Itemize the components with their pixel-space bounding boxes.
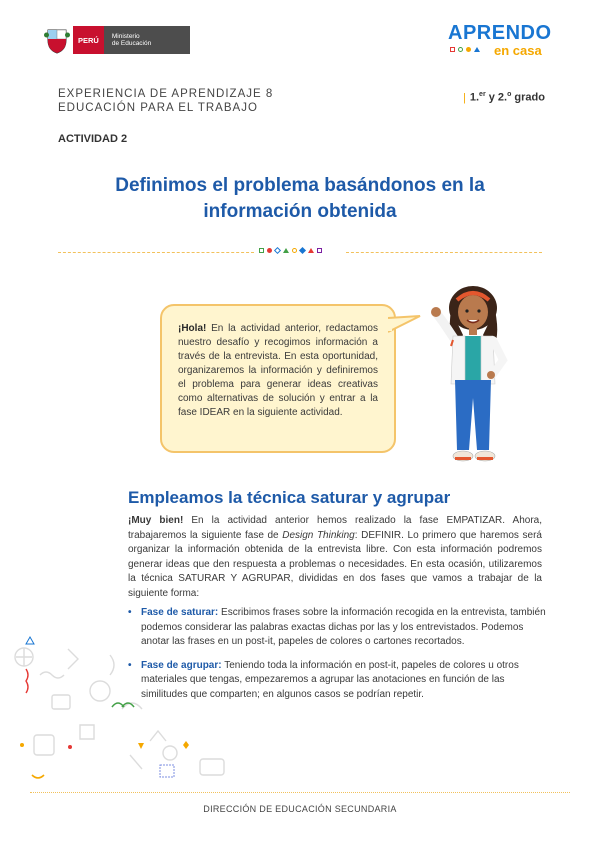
brand-sub: en casa	[494, 43, 542, 58]
ministry-line2: de Educación	[111, 40, 152, 47]
bubble-text	[178, 322, 378, 420]
bullet-text: Escribimos frases sobre la información recogida en la entrevista, también podemos considerar las palabras exactas dichas por las y los entrevistados. Podemos anotar las frases en un post-it, papeles de colores o cartones recortados.	[141, 607, 546, 648]
bullet-icon: •	[128, 607, 132, 618]
grade-label	[463, 91, 545, 104]
grade-first: 1.	[469, 91, 480, 104]
student-girl-illustration	[425, 280, 525, 470]
subject-title: EDUCACIÓN PARA EL TRABAJO	[58, 102, 258, 114]
intro-bold: ¡Muy bien!	[128, 515, 184, 526]
divider-left	[58, 252, 254, 253]
grade-divider: |	[463, 91, 466, 104]
grade-first-sup: er	[479, 91, 486, 98]
ministry-label	[104, 26, 190, 54]
bullet-icon: •	[128, 659, 132, 671]
footer-text: DIRECCIÓN DE EDUCACIÓN SECUNDARIA	[203, 804, 397, 814]
intro-part2: : DEFINIR. Lo primero que haremos será organizar la información obtenida de la entrevista libre. Con esta información podremos generar ideas que den respuesta a problemas o necesidades. En esta ocasión, utilizaremos la técnica SATURAR Y AGRUPAR, divididas en dos fases que vamos a trabajar de la siguiente forma:	[128, 529, 542, 599]
brand-shapes-icon	[450, 47, 480, 52]
bullet-term: Fase de agrupar:	[141, 659, 222, 671]
ministry-logo	[44, 26, 190, 54]
grade-mid: y 2.	[485, 91, 508, 104]
peru-shield-icon	[44, 26, 70, 54]
page-title: Definimos el problema basándonos en la información obtenida	[115, 175, 485, 222]
grade-end: grado	[511, 91, 545, 104]
divider-shapes-icon	[259, 248, 322, 253]
footer-divider	[30, 792, 570, 793]
bullet-term: Fase de saturar:	[141, 607, 219, 618]
bubble-body: En la actividad anterior, redactamos nuestro desafío y recogimos información a través de la entrevista. En esta oportunidad, organizaremos la información y definiremos el problema para generar ideas creativas como alternativas de solución y entrar a la fase IDEAR en la siguiente actividad.	[178, 323, 378, 418]
intro-italic: Design Thinking	[282, 529, 355, 541]
grade-mid-sup: o	[507, 91, 512, 98]
bubble-tail-icon	[388, 312, 422, 336]
intro-paragraph	[128, 514, 542, 602]
intro-part1: En la actividad anterior hemos realizado la fase EMPATIZAR. Ahora, trabajaremos la siguiente fase de	[128, 515, 542, 541]
experience-title: EXPERIENCIA DE APRENDIZAJE 8	[58, 88, 274, 100]
ministry-line1: Ministerio	[111, 32, 140, 40]
aprendo-en-casa-logo	[448, 22, 560, 58]
section-title: Empleamos la técnica saturar y agrupar	[128, 488, 451, 507]
bubble-greeting: ¡Hola!	[178, 323, 207, 334]
country-label: PERÚ	[73, 26, 104, 54]
activity-label: ACTIVIDAD 2	[58, 133, 128, 145]
brand-name: APRENDO	[448, 22, 552, 44]
divider-right	[346, 252, 542, 253]
bullet-text: Teniendo toda la información en post-it, papeles de colores u otros materiales que tengas, empezaremos a agrupar las anotaciones en función de las similitudes que comparten; en algunos casos se podrían repetir.	[141, 659, 519, 700]
decorative-doodles	[10, 635, 240, 785]
